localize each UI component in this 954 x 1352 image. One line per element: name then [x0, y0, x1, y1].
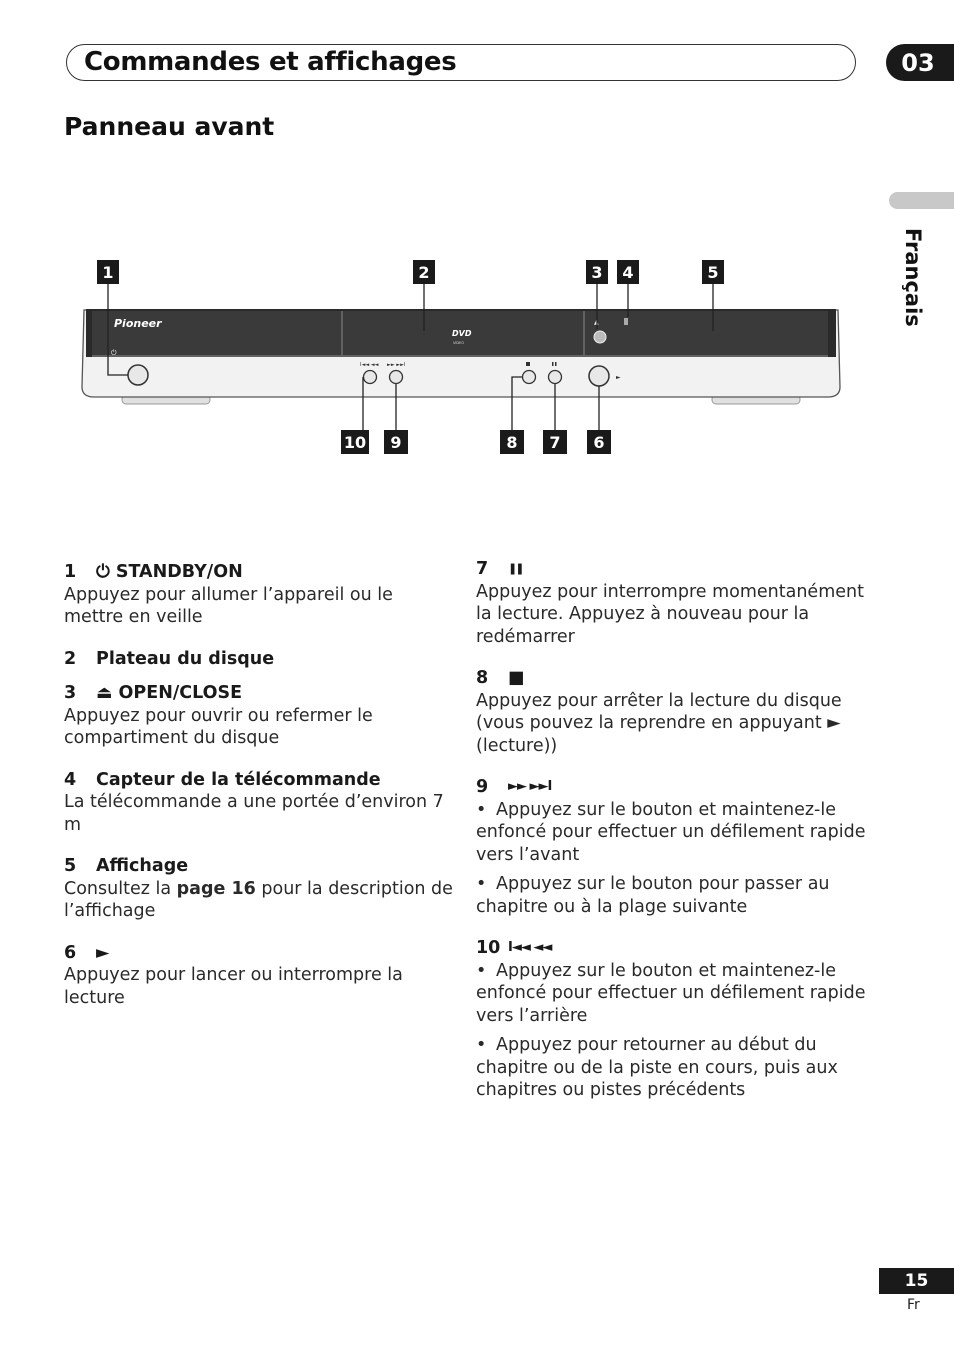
forward-button[interactable]	[390, 371, 403, 384]
callout-6	[587, 430, 611, 454]
svg-text:2: 2	[418, 263, 430, 282]
legend-title: STANDBY/ON	[115, 562, 243, 582]
open-close-button[interactable]	[594, 331, 606, 343]
legend-desc: Appuyez pour allumer l’appareil ou le mettre en veille	[64, 584, 393, 627]
pause-small-icon-a	[552, 362, 554, 366]
legend-item-1: 1 ⏻ STANDBY/ON Appuyez pour allumer l’appareil ou le mettre en veille	[64, 561, 454, 629]
front-panel-diagram	[78, 255, 848, 465]
legend-left-column	[64, 561, 454, 1028]
legend-desc: La télécommande a une portée d’environ 7 m	[64, 792, 444, 835]
eject-icon: ⏏	[96, 683, 113, 703]
legend-bullet: • Appuyez pour retourner au début du chapitre ou de la piste en cours, puis aux chapitres ou pistes précédents	[476, 1035, 838, 1100]
language-tab	[889, 192, 954, 209]
reverse-button[interactable]	[364, 371, 377, 384]
legend-desc: Appuyez pour interrompre momentanément la lecture. Appuyez à nouveau pour la redémarrer	[476, 581, 864, 647]
pause-icon: ❚❚	[508, 562, 523, 575]
language-label: Français	[901, 228, 925, 327]
legend-item-9: 9 ►► ►►I • Appuyez sur le bouton et maintenez-le enfoncé pour effectuer un défilement rapide vers l’avant • Appuyez sur le bouton pour passer au chapitre ou à la plage suivante	[476, 777, 866, 917]
play-icon: ►	[96, 942, 110, 963]
legend-bullet: • Appuyez sur le bouton et maintenez-le enfoncé pour effectuer un défilement rapide vers l’arrière	[476, 960, 866, 1026]
pause-small-icon-b	[555, 362, 557, 366]
stop-icon: ■	[508, 668, 525, 688]
page-language: Fr	[907, 1297, 920, 1313]
svg-text:9: 9	[390, 433, 402, 452]
legend-item-4: 4 Capteur de la télécommande La télécommande a une portée d’environ 7 m	[64, 769, 454, 837]
legend-item-10: 10 I◄◄ ◄◄ • Appuyez sur le bouton et maintenez-le enfoncé pour effectuer un défilement rapide vers l’arrière • Appuyez pour retourner au début du chapitre ou de la piste en cours, puis aux chapitres ou pistes précédents	[476, 938, 866, 1100]
page-reference-link[interactable]: page 16	[176, 878, 256, 899]
svg-text:1: 1	[102, 263, 114, 282]
callout-8	[500, 430, 524, 454]
callout-3	[586, 260, 608, 284]
pause-button[interactable]	[549, 371, 562, 384]
stop-button[interactable]	[523, 371, 536, 384]
svg-text:6: 6	[593, 433, 605, 452]
next-small-icon: ►► ►►I	[387, 362, 406, 368]
callout-9	[384, 430, 408, 454]
legend-desc: Appuyez pour ouvrir ou refermer le compartiment du disque	[64, 705, 373, 748]
legend-bullet: • Appuyez sur le bouton pour passer au chapitre ou à la plage suivante	[476, 874, 830, 917]
legend-title: Affichage	[96, 856, 189, 876]
legend-item-5: 5 Affichage Consultez la page 16 pour la description de l’affichage	[64, 856, 453, 921]
callout-2	[413, 260, 435, 284]
callout-5	[702, 260, 724, 284]
legend-item-6: 6 ► Appuyez pour lancer ou interrompre la lecture	[64, 942, 454, 1010]
svg-text:3: 3	[591, 263, 603, 282]
legend-item-3: 3 ⏏ OPEN/CLOSE Appuyez pour ouvrir ou refermer le compartiment du disque	[64, 682, 454, 750]
legend-item-7: 7 ❚❚ Appuyez pour interrompre momentanément la lecture. Appuyez à nouveau pour la redémarrer	[476, 558, 866, 648]
legend-bullet: • Appuyez sur le bouton et maintenez-le enfoncé pour effectuer un défilement rapide vers l’avant	[476, 799, 866, 865]
callout-4	[617, 260, 639, 284]
chapter-number: 03	[886, 44, 954, 81]
legend-title: Capteur de la télécommande	[96, 769, 381, 790]
standby-small-icon: ⏻	[111, 349, 117, 357]
dvd-logo-sub: VIDEO	[453, 341, 465, 345]
standby-button[interactable]	[128, 365, 148, 385]
legend-desc: Appuyez pour arrêter la lecture du disque (vous pouvez la reprendre en appuyant ► (lecture))	[476, 690, 842, 756]
svg-text:5: 5	[707, 263, 719, 282]
reverse-icon: I◄◄ ◄◄	[508, 940, 552, 955]
callout-10	[341, 430, 369, 454]
remote-sensor	[624, 318, 628, 325]
play-button[interactable]	[589, 366, 609, 386]
play-small-icon: ►	[616, 374, 621, 381]
legend-right-column	[476, 558, 866, 1121]
prev-small-icon: I◄◄ ◄◄	[360, 362, 379, 368]
svg-text:7: 7	[549, 433, 561, 452]
brand-logo: Pioneer	[114, 317, 162, 330]
svg-text:4: 4	[622, 263, 634, 282]
legend-item-8: 8 ■ Appuyez pour arrêter la lecture du disque (vous pouvez la reprendre en appuyant ► (lecture))	[476, 667, 866, 757]
eject-small-icon: ▲	[594, 319, 599, 326]
power-icon: ⏻	[96, 562, 110, 582]
page-number: 15	[879, 1268, 954, 1294]
legend-title: Plateau du disque	[96, 648, 275, 669]
callout-7	[543, 430, 567, 454]
legend-desc: Appuyez pour lancer ou interrompre la lecture	[64, 965, 403, 1008]
forward-icon: ►► ►►I	[508, 779, 552, 794]
dvd-logo: DVD	[452, 329, 472, 338]
legend-title: OPEN/CLOSE	[118, 683, 243, 703]
header-title: Commandes et affichages	[84, 47, 457, 77]
stop-small-icon	[526, 362, 530, 366]
legend-item-2: 2 Plateau du disque	[64, 648, 275, 669]
section-title: Panneau avant	[64, 112, 275, 141]
legend-desc: Consultez la page 16 pour la description de l’affichage	[64, 878, 453, 921]
svg-text:10: 10	[343, 433, 367, 452]
callout-1	[97, 260, 119, 284]
svg-text:8: 8	[506, 433, 518, 452]
